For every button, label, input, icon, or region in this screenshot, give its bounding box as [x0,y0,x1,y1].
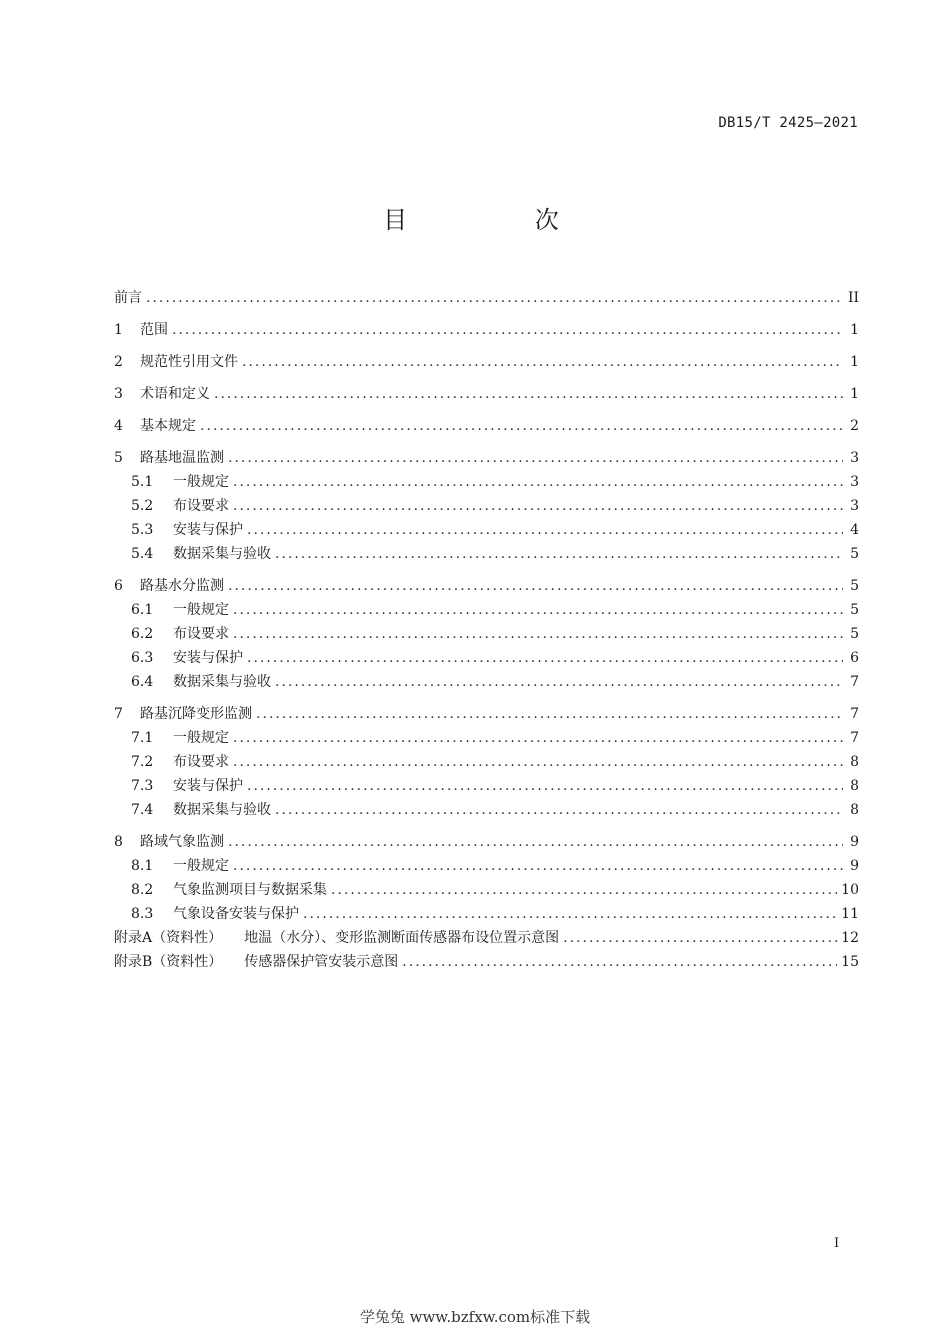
toc-entry-number: 7 [114,706,123,722]
table-of-contents [114,286,859,974]
toc-leader-dots [233,598,843,622]
toc-entry[interactable] [114,702,859,726]
toc-entry-page: 5 [850,626,859,642]
toc-entry-title: 路域气象监测 [140,834,224,850]
toc-entry-page: 4 [850,522,859,538]
toc-leader-dots [275,670,843,694]
toc-entry[interactable] [114,854,859,878]
toc-leader-dots [228,574,843,598]
toc-entry-number: 8.3 [131,906,154,922]
toc-entry-title: 范围 [140,322,168,338]
toc-leader-dots [256,702,843,726]
toc-entry-page: 5 [850,578,859,594]
toc-entry-number: 6 [114,578,123,594]
toc-entry[interactable] [114,494,859,518]
toc-entry-number: 7.3 [131,778,154,794]
watermark: 学兔兔 www.bzfxw.com标准下载 [359,1308,591,1326]
toc-entry[interactable] [114,902,859,926]
toc-entry-page: 8 [850,778,859,794]
toc-leader-dots [233,470,843,494]
toc-entry-number: 7.1 [131,730,154,746]
toc-entry-title: 布设要求 [173,626,229,642]
toc-leader-dots [233,726,843,750]
toc-leader-dots [233,494,843,518]
toc-leader-dots [200,414,843,438]
toc-entry-page: 5 [850,546,859,562]
toc-entry-number: 5.3 [131,522,154,538]
document-code: DB15/T 2425—2021 [718,115,858,131]
toc-entry-title: 安装与保护 [173,522,243,538]
toc-entry[interactable] [114,646,859,670]
toc-entry[interactable] [114,926,859,950]
toc-entry-title: 数据采集与验收 [173,802,271,818]
toc-entry-number: 8.2 [131,882,154,898]
toc-entry[interactable] [114,878,859,902]
toc-leader-dots [331,878,837,902]
toc-entry-page: 9 [850,858,859,874]
toc-entry-number: 2 [114,354,123,370]
toc-leader-dots [275,542,843,566]
toc-entry-title: 布设要求 [173,498,229,514]
toc-entry-page: 6 [850,650,859,666]
page-number: I [834,1236,840,1251]
toc-entry-page: 1 [850,386,859,402]
toc-entry-title: 前言 [114,290,142,306]
toc-entry[interactable] [114,470,859,494]
page-title: 目 次 [383,206,619,234]
toc-entry-number: 1 [114,322,123,338]
toc-entry-number: 附录A（资料性） [114,930,223,946]
toc-leader-dots [233,750,843,774]
toc-entry-page: 5 [850,602,859,618]
toc-entry-number: 5.1 [131,474,154,490]
toc-leader-dots [247,774,843,798]
toc-entry[interactable] [114,286,859,310]
toc-entry-page: 3 [850,474,859,490]
toc-entry-title: 路基水分监测 [140,578,224,594]
toc-entry[interactable] [114,726,859,750]
toc-leader-dots [247,518,843,542]
toc-entry-title: 术语和定义 [140,386,210,402]
toc-leader-dots [247,646,843,670]
toc-entry-number: 6.4 [131,674,154,690]
toc-leader-dots [228,830,843,854]
toc-entry[interactable] [114,350,859,374]
toc-entry[interactable] [114,382,859,406]
toc-entry-page: II [847,290,859,306]
toc-entry-page: 9 [850,834,859,850]
toc-entry-number: 6.2 [131,626,154,642]
toc-entry-title: 数据采集与验收 [173,674,271,690]
toc-entry-title: 一般规定 [173,602,229,618]
toc-leader-dots [275,798,843,822]
toc-entry-title: 数据采集与验收 [173,546,271,562]
toc-entry-title: 气象设备安装与保护 [173,906,299,922]
toc-entry[interactable] [114,670,859,694]
toc-entry[interactable] [114,574,859,598]
toc-entry-page: 1 [850,354,859,370]
toc-entry-page: 1 [850,322,859,338]
toc-entry-page: 3 [850,498,859,514]
toc-entry[interactable] [114,774,859,798]
toc-entry-number: 5 [114,450,123,466]
toc-entry-title: 一般规定 [173,858,229,874]
toc-entry[interactable] [114,446,859,470]
toc-entry[interactable] [114,750,859,774]
toc-entry-number: 7.4 [131,802,154,818]
toc-entry-page: 3 [850,450,859,466]
toc-entry[interactable] [114,518,859,542]
toc-entry-page: 7 [850,706,859,722]
toc-entry-page: 2 [850,418,859,434]
toc-entry[interactable] [114,798,859,822]
toc-entry-title: 一般规定 [173,730,229,746]
toc-entry[interactable] [114,542,859,566]
toc-entry[interactable] [114,414,859,438]
toc-leader-dots [233,854,843,878]
toc-entry-page: 8 [850,802,859,818]
toc-entry-title: 安装与保护 [173,778,243,794]
toc-entry[interactable] [114,622,859,646]
toc-leader-dots [233,622,843,646]
toc-entry-title: 一般规定 [173,474,229,490]
toc-entry[interactable] [114,830,859,854]
toc-entry-number: 7.2 [131,754,154,770]
toc-leader-dots [402,950,837,974]
toc-entry-title: 传感器保护管安装示意图 [244,954,399,970]
toc-leader-dots [172,318,843,342]
toc-entry-title: 布设要求 [173,754,229,770]
toc-entry-title: 路基地温监测 [140,450,224,466]
toc-entry-number: 6.1 [131,602,154,618]
toc-entry-number: 8 [114,834,123,850]
toc-leader-dots [303,902,837,926]
toc-entry-number: 8.1 [131,858,154,874]
toc-entry-title: 规范性引用文件 [140,354,238,370]
toc-entry-title: 路基沉降变形监测 [140,706,252,722]
toc-entry-title: 气象监测项目与数据采集 [173,882,327,898]
toc-entry-number: 6.3 [131,650,154,666]
toc-entry[interactable] [114,598,859,622]
toc-leader-dots [214,382,843,406]
toc-entry-title: 安装与保护 [173,650,243,666]
toc-leader-dots [242,350,843,374]
toc-entry-page: 15 [841,954,859,970]
toc-entry-page: 8 [850,754,859,770]
toc-entry-page: 11 [841,906,859,922]
toc-entry-number: 5.2 [131,498,154,514]
toc-leader-dots [146,286,843,310]
toc-entry-page: 7 [850,730,859,746]
toc-leader-dots [228,446,843,470]
toc-entry-title: 基本规定 [140,418,196,434]
toc-entry[interactable] [114,318,859,342]
toc-entry-number: 3 [114,386,123,402]
toc-entry-page: 10 [841,882,859,898]
toc-entry[interactable] [114,950,859,974]
toc-entry-number: 附录B（资料性） [114,954,223,970]
toc-entry-page: 12 [841,930,859,946]
toc-entry-number: 5.4 [131,546,154,562]
toc-entry-number: 4 [114,418,123,434]
toc-entry-page: 7 [850,674,859,690]
toc-entry-title: 地温（水分）、变形监测断面传感器布设位置示意图 [244,930,560,946]
toc-leader-dots [563,926,837,950]
